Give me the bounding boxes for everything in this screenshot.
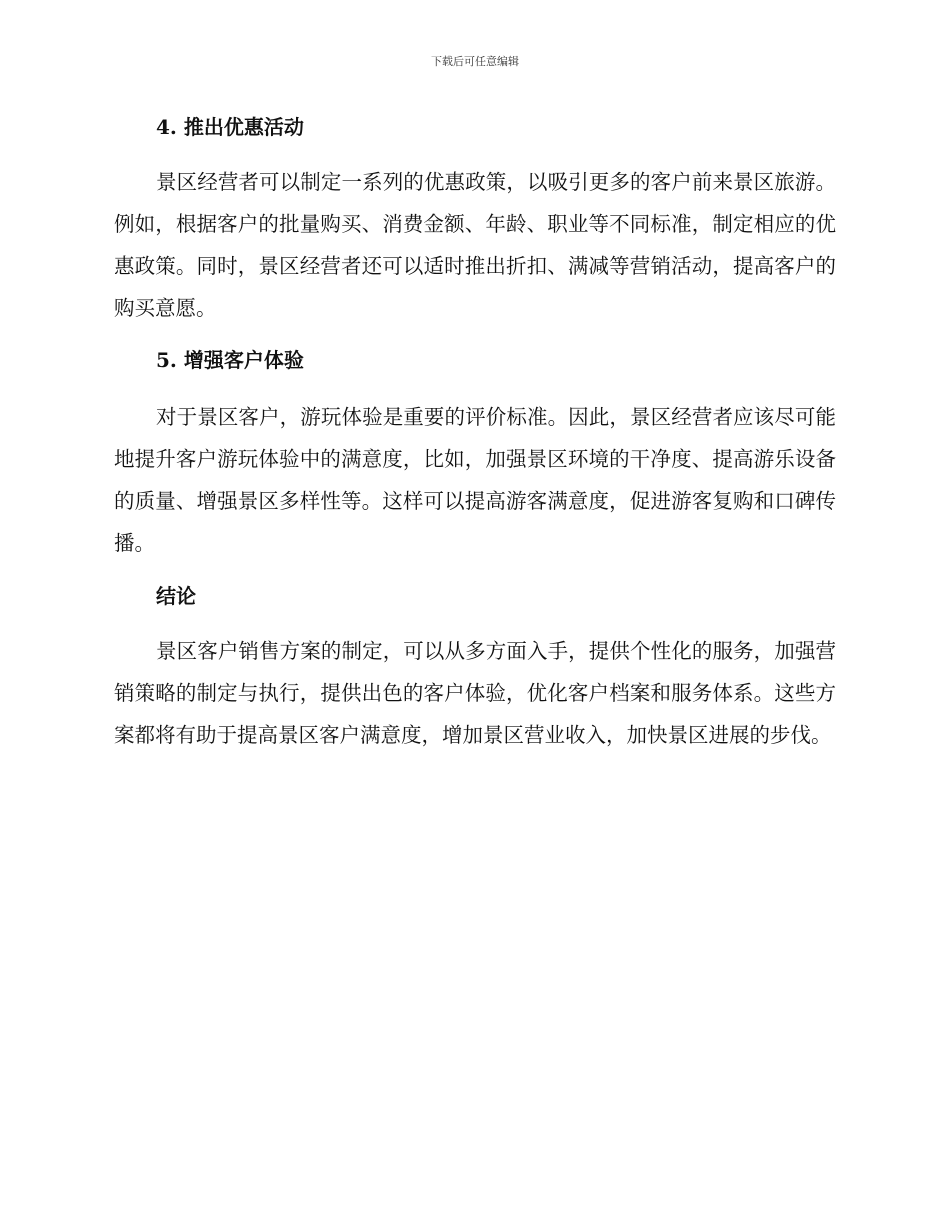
section-heading: 5. 增强客户体验 bbox=[156, 348, 304, 372]
page-header: 下载后可任意编辑 bbox=[431, 55, 519, 68]
section-promotions bbox=[114, 106, 836, 329]
section-paragraph: 景区经营者可以制定一系列的优惠政策，以吸引更多的客户前来景区旅游。例如，根据客户的批量购买、消费金额、年龄、职业等不同标准，制定相应的优惠政策。同时，景区经营者还可以适时推出折扣、满减等营销活动，提高客户的购买意愿。 bbox=[114, 170, 836, 320]
section-heading: 结论 bbox=[156, 584, 196, 608]
section-customer-experience bbox=[114, 339, 836, 564]
section-heading: 4. 推出优惠活动 bbox=[156, 115, 304, 139]
section-paragraph: 对于景区客户，游玩体验是重要的评价标准。因此，景区经营者应该尽可能地提升客户游玩体验中的满意度，比如，加强景区环境的干净度、提高游乐设备的质量、增强景区多样性等。这样可以提高游客满意度，促进游客复购和口碑传播。 bbox=[114, 405, 836, 555]
section-conclusion bbox=[114, 575, 836, 756]
section-paragraph: 景区客户销售方案的制定，可以从多方面入手，提供个性化的服务，加强营销策略的制定与执行，提供出色的客户体验，优化客户档案和服务体系。这些方案都将有助于提高景区客户满意度，增加景区营业收入，加快景区进展的步伐。 bbox=[114, 639, 836, 747]
document-body bbox=[114, 106, 836, 756]
